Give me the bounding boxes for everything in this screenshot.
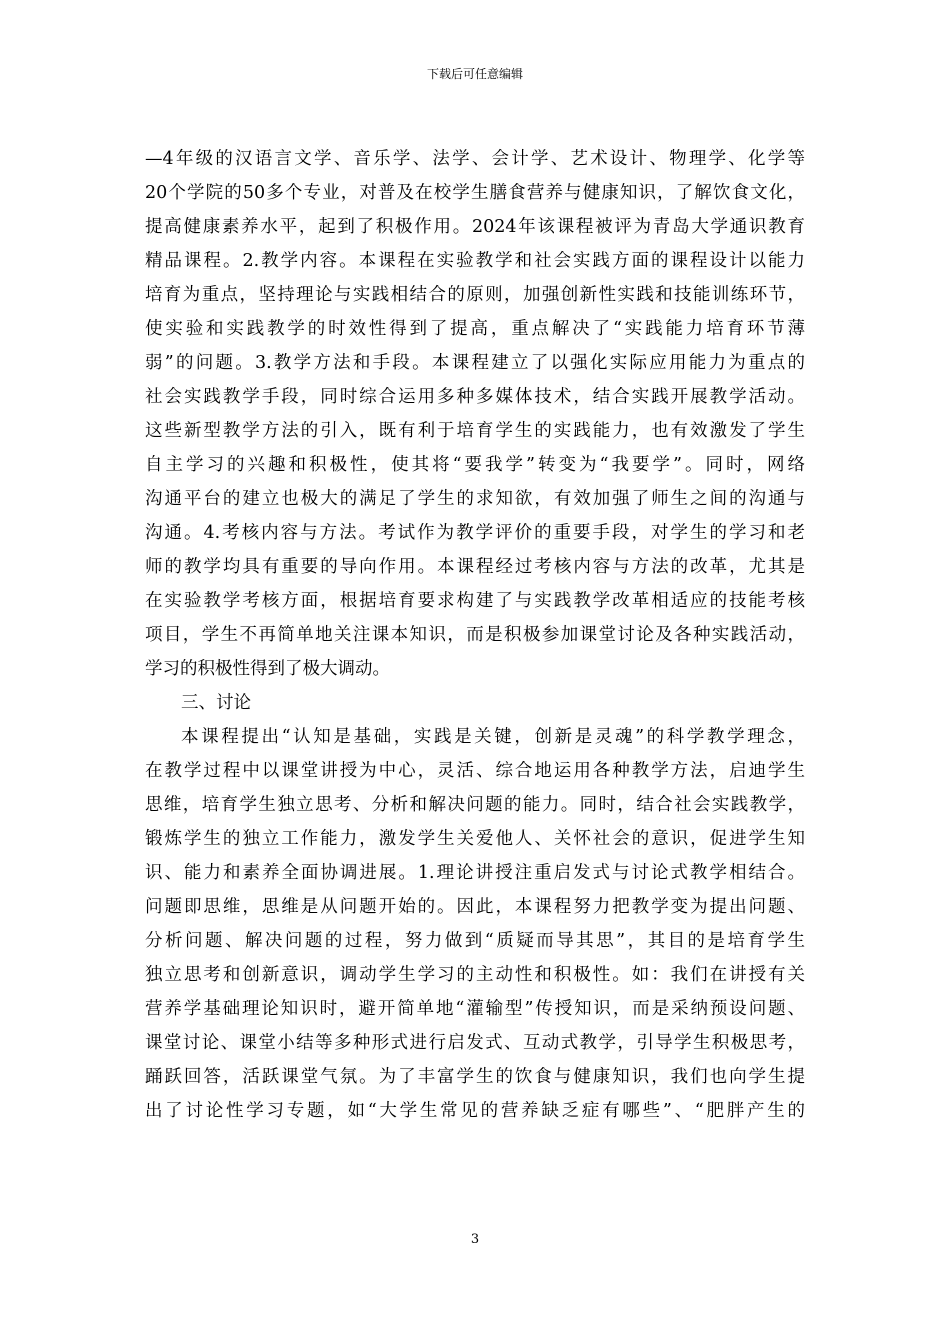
body-line: 在教学过程中以课堂讲授为中心，灵活、综合地运用各种教学方法，启迪学生	[145, 761, 805, 781]
body-line: 分析问题、解决问题的过程，努力做到“质疑而导其思”，其目的是培育学生	[145, 931, 805, 951]
body-line: 独立思考和创新意识，调动学生学习的主动性和积极性。如：我们在讲授有关	[145, 965, 805, 985]
body-line: 自主学习的兴趣和积极性，使其将“要我学”转变为“我要学”。同时，网络	[145, 455, 805, 475]
body-line: 项目，学生不再简单地关注课本知识，而是积极参加课堂讨论及各种实践活动，	[145, 625, 805, 645]
body-line: 问题即思维，思维是从问题开始的。因此，本课程努力把教学变为提出问题、	[145, 897, 805, 917]
body-line: 沟通。4.考核内容与方法。考试作为教学评价的重要手段，对学生的学习和老	[145, 523, 805, 543]
document-body	[145, 142, 805, 1128]
body-line: 弱”的问题。3.教学方法和手段。本课程建立了以强化实际应用能力为重点的	[145, 353, 805, 373]
body-line: 使实验和实践教学的时效性得到了提高，重点解决了“实践能力培育环节薄	[145, 319, 805, 339]
body-line: 踊跃回答，活跃课堂气氛。为了丰富学生的饮食与健康知识，我们也向学生提	[145, 1067, 805, 1087]
body-line: 营养学基础理论知识时，避开简单地“灌输型”传授知识，而是采纳预设问题、	[145, 999, 805, 1019]
body-line: 师的教学均具有重要的导向作用。本课程经过考核内容与方法的改革，尤其是	[145, 557, 805, 577]
body-line: 提高健康素养水平，起到了积极作用。2024年该课程被评为青岛大学通识教育	[145, 217, 805, 237]
body-line: 在实验教学考核方面，根据培育要求构建了与实践教学改革相适应的技能考核	[145, 591, 805, 611]
page-number: 3	[470, 1232, 480, 1247]
body-line: —4年级的汉语言文学、音乐学、法学、会计学、艺术设计、物理学、化学等	[145, 149, 805, 169]
body-line: 思维，培育学生独立思考、分析和解决问题的能力。同时，结合社会实践教学，	[145, 795, 805, 815]
body-line: 沟通平台的建立也极大的满足了学生的求知欲，有效加强了师生之间的沟通与	[145, 489, 805, 509]
page-header: 下载后可任意编辑	[426, 67, 523, 81]
body-line: 识、能力和素养全面协调进展。1.理论讲授注重启发式与讨论式教学相结合。	[145, 863, 805, 883]
body-line: 学习的积极性得到了极大调动。	[145, 659, 390, 679]
body-line: 锻炼学生的独立工作能力，激发学生关爱他人、关怀社会的意识，促进学生知	[145, 829, 805, 849]
body-line: 课堂讨论、课堂小结等多种形式进行启发式、互动式教学，引导学生积极思考，	[145, 1033, 805, 1053]
body-line: 社会实践教学手段，同时综合运用多种多媒体技术，结合实践开展教学活动。	[145, 387, 805, 407]
body-line: 培育为重点，坚持理论与实践相结合的原则，加强创新性实践和技能训练环节，	[145, 285, 805, 305]
body-line: 出了讨论性学习专题，如“大学生常见的营养缺乏症有哪些”、“肥胖产生的	[145, 1101, 805, 1121]
body-line: 20个学院的50多个专业，对普及在校学生膳食营养与健康知识，了解饮食文化，	[145, 183, 805, 203]
body-line: 精品课程。2.教学内容。本课程在实验教学和社会实践方面的课程设计以能力	[145, 251, 805, 271]
body-line: 这些新型教学方法的引入，既有利于培育学生的实践能力，也有效激发了学生	[145, 421, 805, 441]
body-line: 本课程提出“认知是基础，实践是关键，创新是灵魂”的科学教学理念，	[181, 727, 805, 747]
section-heading: 三、讨论	[181, 693, 251, 713]
